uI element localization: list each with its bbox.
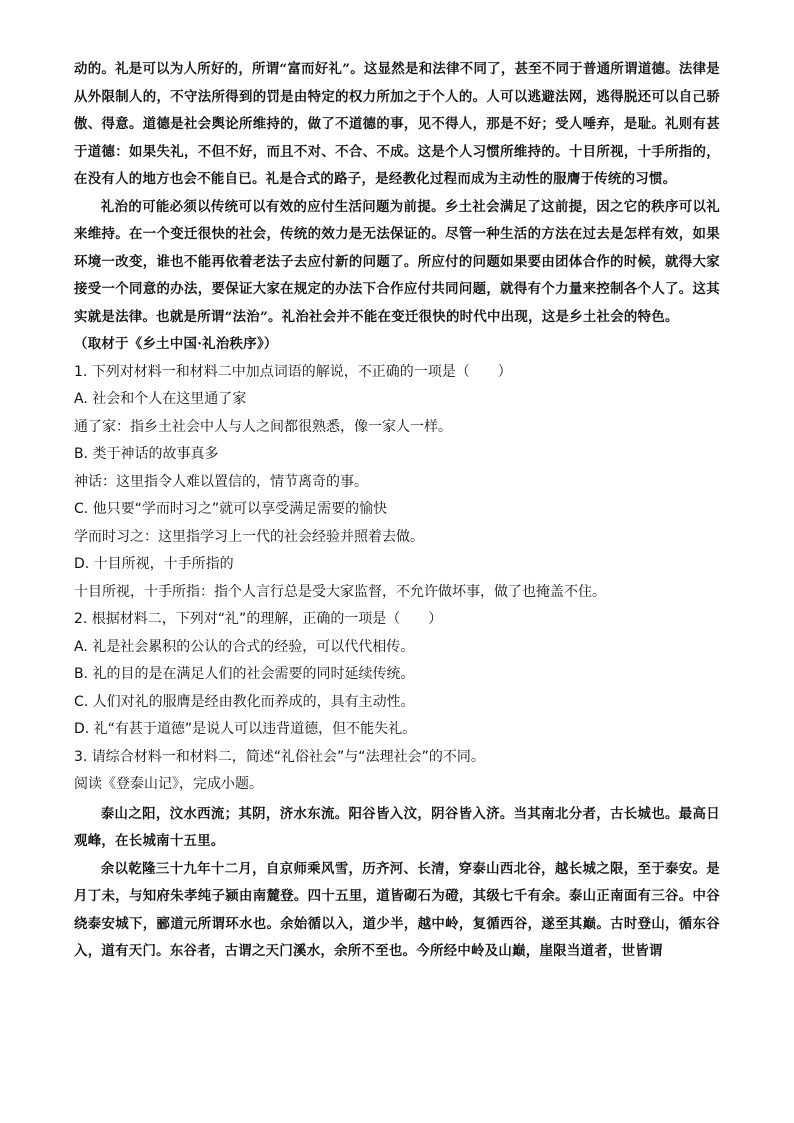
reading-instruction: 阅读《登泰山记》，完成小题。: [74, 776, 263, 792]
questions-section: [74, 359, 720, 799]
question-2-option-c: C. 人们对礼的服膺是经由教化而养成的，具有主动性。: [74, 693, 415, 710]
passage-paragraph: 余以乾隆三十九年十二月，自京师乘风雪，历齐河、长清，穿泰山西北谷，越长城之限，至于泰安。是月丁未，与知府朱孝纯子颍由南麓登。四十五里，道皆砌石为磴，其级七千有余。泰山正南面有三谷。中谷绕泰安城下，郦道元所谓环水也。余始循以入，道少半，越中岭，复循西谷，遂至其巅。古时登山，循东谷入，道有天门。东谷者，古谓之天门溪水，余所不至也。今所经中岭及山巅，崖限当道者，世皆谓: [74, 860, 720, 959]
passage-paragraph: 泰山之阳，汶水西流；其阴，济水东流。阳谷皆入汶，阴谷皆入济。当其南北分者，古长城也。最高日观峰，在长城南十五里。: [74, 805, 720, 849]
question-3-stem: 3. 请综合材料一和材料二，简述“礼俗社会”与“法理社会”的不同。: [74, 748, 485, 765]
question-2-stem: 2. 根据材料二，下列对“礼”的理解，正确的一项是（ ）: [74, 611, 443, 627]
question-1-option-d: D. 十目所视，十手所指的: [74, 556, 234, 572]
passage-paragraph: 礼治的可能必须以传统可以有效的应付生活问题为前提。乡土社会满足了这前提，因之它的秩序可以礼来维持。在一个变迁很快的社会，传统的效力是无法保证的。尽管一种生活的方法在过去是怎样有效，如果环境一改变，谁也不能再依着老法子去应付新的问题了。所应付的问题如果要由团体合作的时候，就得大家接受一个同意的办法，要保证大家在规定的办法下合作应付共同问题，就得有个力量来控制各个人了。这其实就是法律。也就是所谓“法治”。礼治社会并不能在变迁很快的时代中出现，这是乡土社会的特色。: [74, 198, 720, 325]
question-1-option-d-explanation: 十目所视，十手所指：指个人言行总是受大家监督，不允许做坏事，做了也掩盖不住。: [74, 583, 606, 600]
question-1-option-c: C. 他只要“学而时习之”就可以享受满足需要的愉快: [74, 501, 388, 517]
question-1-option-c-explanation: 学而时习之：这里指学习上一代的社会经验并照着去做。: [74, 528, 424, 545]
question-1-option-a: A. 社会和个人在这里通了家: [74, 391, 247, 407]
question-2-option-b: B. 礼的目的是在满足人们的社会需要的同时延续传统。: [74, 666, 415, 682]
passage-source: （取材于《乡土中国·礼治秩序》）: [74, 336, 278, 352]
question-2-option-a: A. 礼是社会累积的公认的合式的经验，可以代代相传。: [74, 638, 415, 655]
question-1-option-a-explanation: 通了家：指乡土社会中人与人之间都很熟悉，像一家人一样。: [74, 418, 452, 435]
passage-deng-taishan-ji: [74, 801, 720, 966]
passage-paragraph: 动的。礼是可以为人所好的，所谓“富而好礼”。这显然是和法律不同了，甚至不同于普通所谓道德。法律是从外限制人的，不守法所得到的罚是由特定的权力所加之于个人的。人可以逃避法网，逃得脱还可以自己骄傲、得意。道德是社会舆论所维持的，做了不道德的事，见不得人，那是不好；受人唾弃，是耻。礼则有甚于道德：如果失礼，不但不好，而且不对、不合、不成。这是个人习惯所维持的。十目所视，十手所指的，在没有人的地方也会不能自已。礼是合式的路子，是经教化过程而成为主动性的服膺于传统的习惯。: [74, 61, 720, 187]
question-1-option-b-explanation: 神话：这里指令人难以置信的，情节离奇的事。: [74, 473, 368, 490]
passage-material-two: [74, 56, 720, 359]
question-2-option-d: D. 礼“有甚于道德”是说人可以违背道德，但不能失礼。: [74, 721, 417, 737]
question-1-stem: 1. 下列对材料一和材料二中加点词语的解说，不正确的一项是（ ）: [74, 363, 512, 380]
question-1-option-b: B. 类于神话的故事真多: [74, 446, 219, 462]
